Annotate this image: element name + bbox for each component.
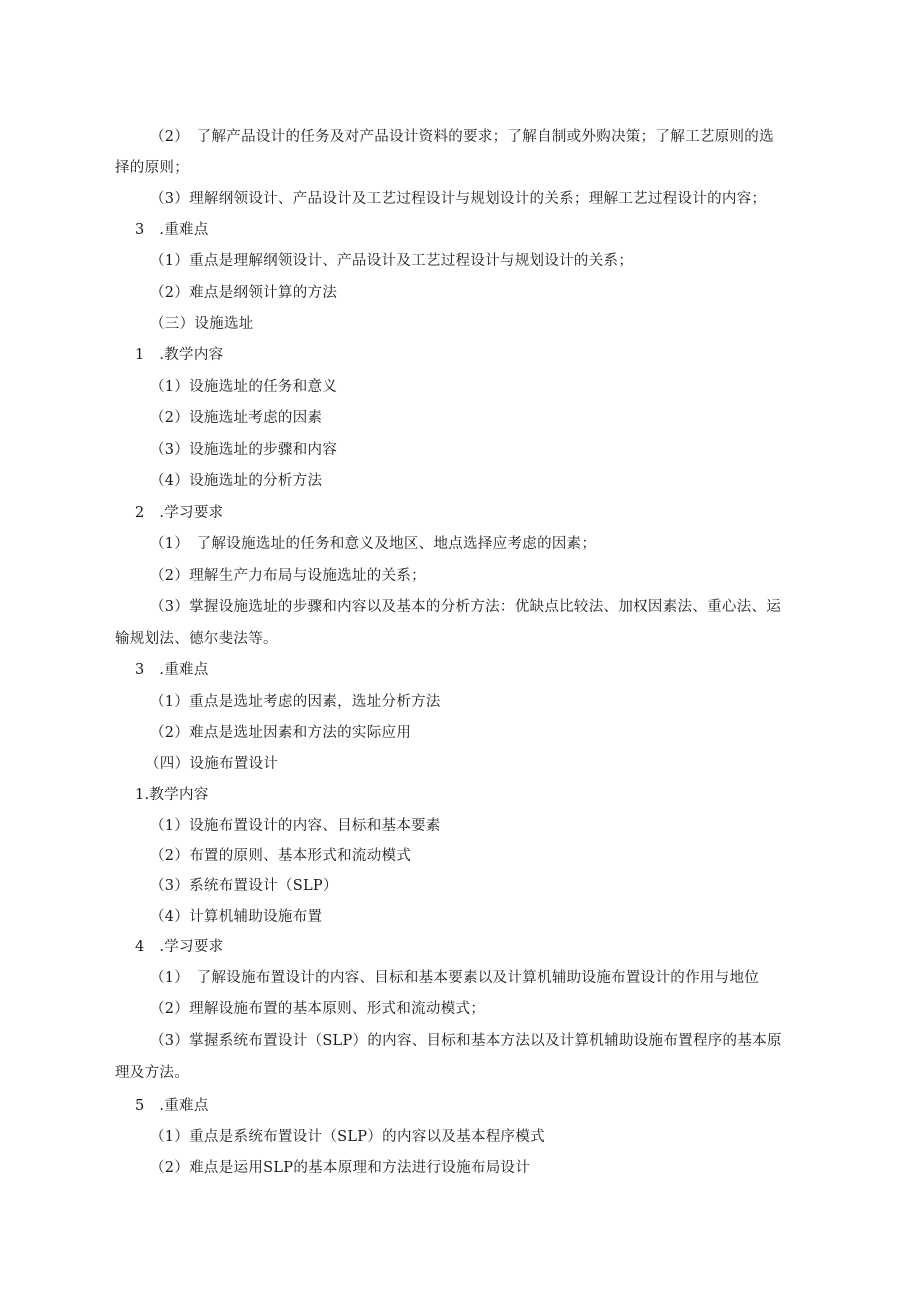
content-item-3: （3）系统布置设计（SLP） (150, 878, 338, 894)
requirement-item-3: （3）理解纲领设计、产品设计及工艺过程设计与规划设计的关系；理解工艺过程设计的内容； (150, 191, 767, 207)
requirement-item-3: （3）掌握设施选址的步骤和内容以及基本的分析方法：优缺点比较法、加权因素法、重心法、运 (150, 599, 782, 615)
content-item-2: （2）设施选址考虑的因素 (150, 410, 323, 426)
requirement-item-2: （2）理解生产力布局与设施选址的关系； (150, 568, 426, 584)
difficult-point-2: （2）难点是运用SLP的基本原理和方法进行设施布局设计 (150, 1160, 531, 1176)
section-heading-learning-requirements: 4 .学习要求 (135, 939, 224, 955)
key-point-1: （1）重点是理解纲领设计、产品设计及工艺过程设计与规划设计的关系； (150, 253, 634, 269)
chapter-heading-facility-layout: （四）设施布置设计 (145, 756, 279, 772)
section-heading-key-points: 5 .重难点 (135, 1098, 209, 1114)
section-heading-key-points: 3 .重难点 (135, 662, 209, 678)
section-heading-teaching-content: 1 .教学内容 (135, 347, 224, 363)
requirement-item-3: （3）掌握系统布置设计（SLP）的内容、目标和基本方法以及计算机辅助设施布置程序的基本原 (150, 1033, 782, 1049)
chapter-heading-site-selection: （三）设施选址 (150, 316, 254, 332)
section-heading-key-points: 3 .重难点 (135, 222, 209, 238)
content-item-4: （4）计算机辅助设施布置 (150, 909, 323, 925)
requirement-item-1: （1） 了解设施选址的任务和意义及地区、地点选择应考虑的因素； (150, 536, 597, 552)
requirement-item-2: （2） 了解产品设计的任务及对产品设计资料的要求；了解自制或外购决策；了解工艺原则的选 (150, 129, 774, 145)
requirement-item-2-continuation: 择的原则； (115, 160, 189, 176)
requirement-item-2: （2）理解设施布置的基本原则、形式和流动模式； (150, 1001, 486, 1017)
requirement-item-3-continuation: 理及方法。 (115, 1065, 189, 1081)
section-heading-teaching-content: 1.教学内容 (135, 787, 209, 803)
content-item-3: （3）设施选址的步骤和内容 (150, 442, 338, 458)
requirement-item-1: （1） 了解设施布置设计的内容、目标和基本要素以及计算机辅助设施布置设计的作用与地位 (150, 970, 760, 986)
requirement-item-3-continuation: 输规划法、德尔斐法等。 (115, 631, 278, 647)
content-item-1: （1）设施选址的任务和意义 (150, 379, 338, 395)
difficult-point-2: （2）难点是选址因素和方法的实际应用 (150, 725, 412, 741)
difficult-point-2: （2）难点是纲领计算的方法 (150, 285, 338, 301)
key-point-1: （1）重点是系统布置设计（SLP）的内容以及基本程序模式 (150, 1129, 545, 1145)
content-item-2: （2）布置的原则、基本形式和流动模式 (150, 848, 412, 864)
content-item-1: （1）设施布置设计的内容、目标和基本要素 (150, 818, 441, 834)
content-item-4: （4）设施选址的分析方法 (150, 473, 323, 489)
section-heading-learning-requirements: 2 .学习要求 (135, 505, 224, 521)
key-point-1: （1）重点是选址考虑的因素，选址分析方法 (150, 694, 441, 710)
